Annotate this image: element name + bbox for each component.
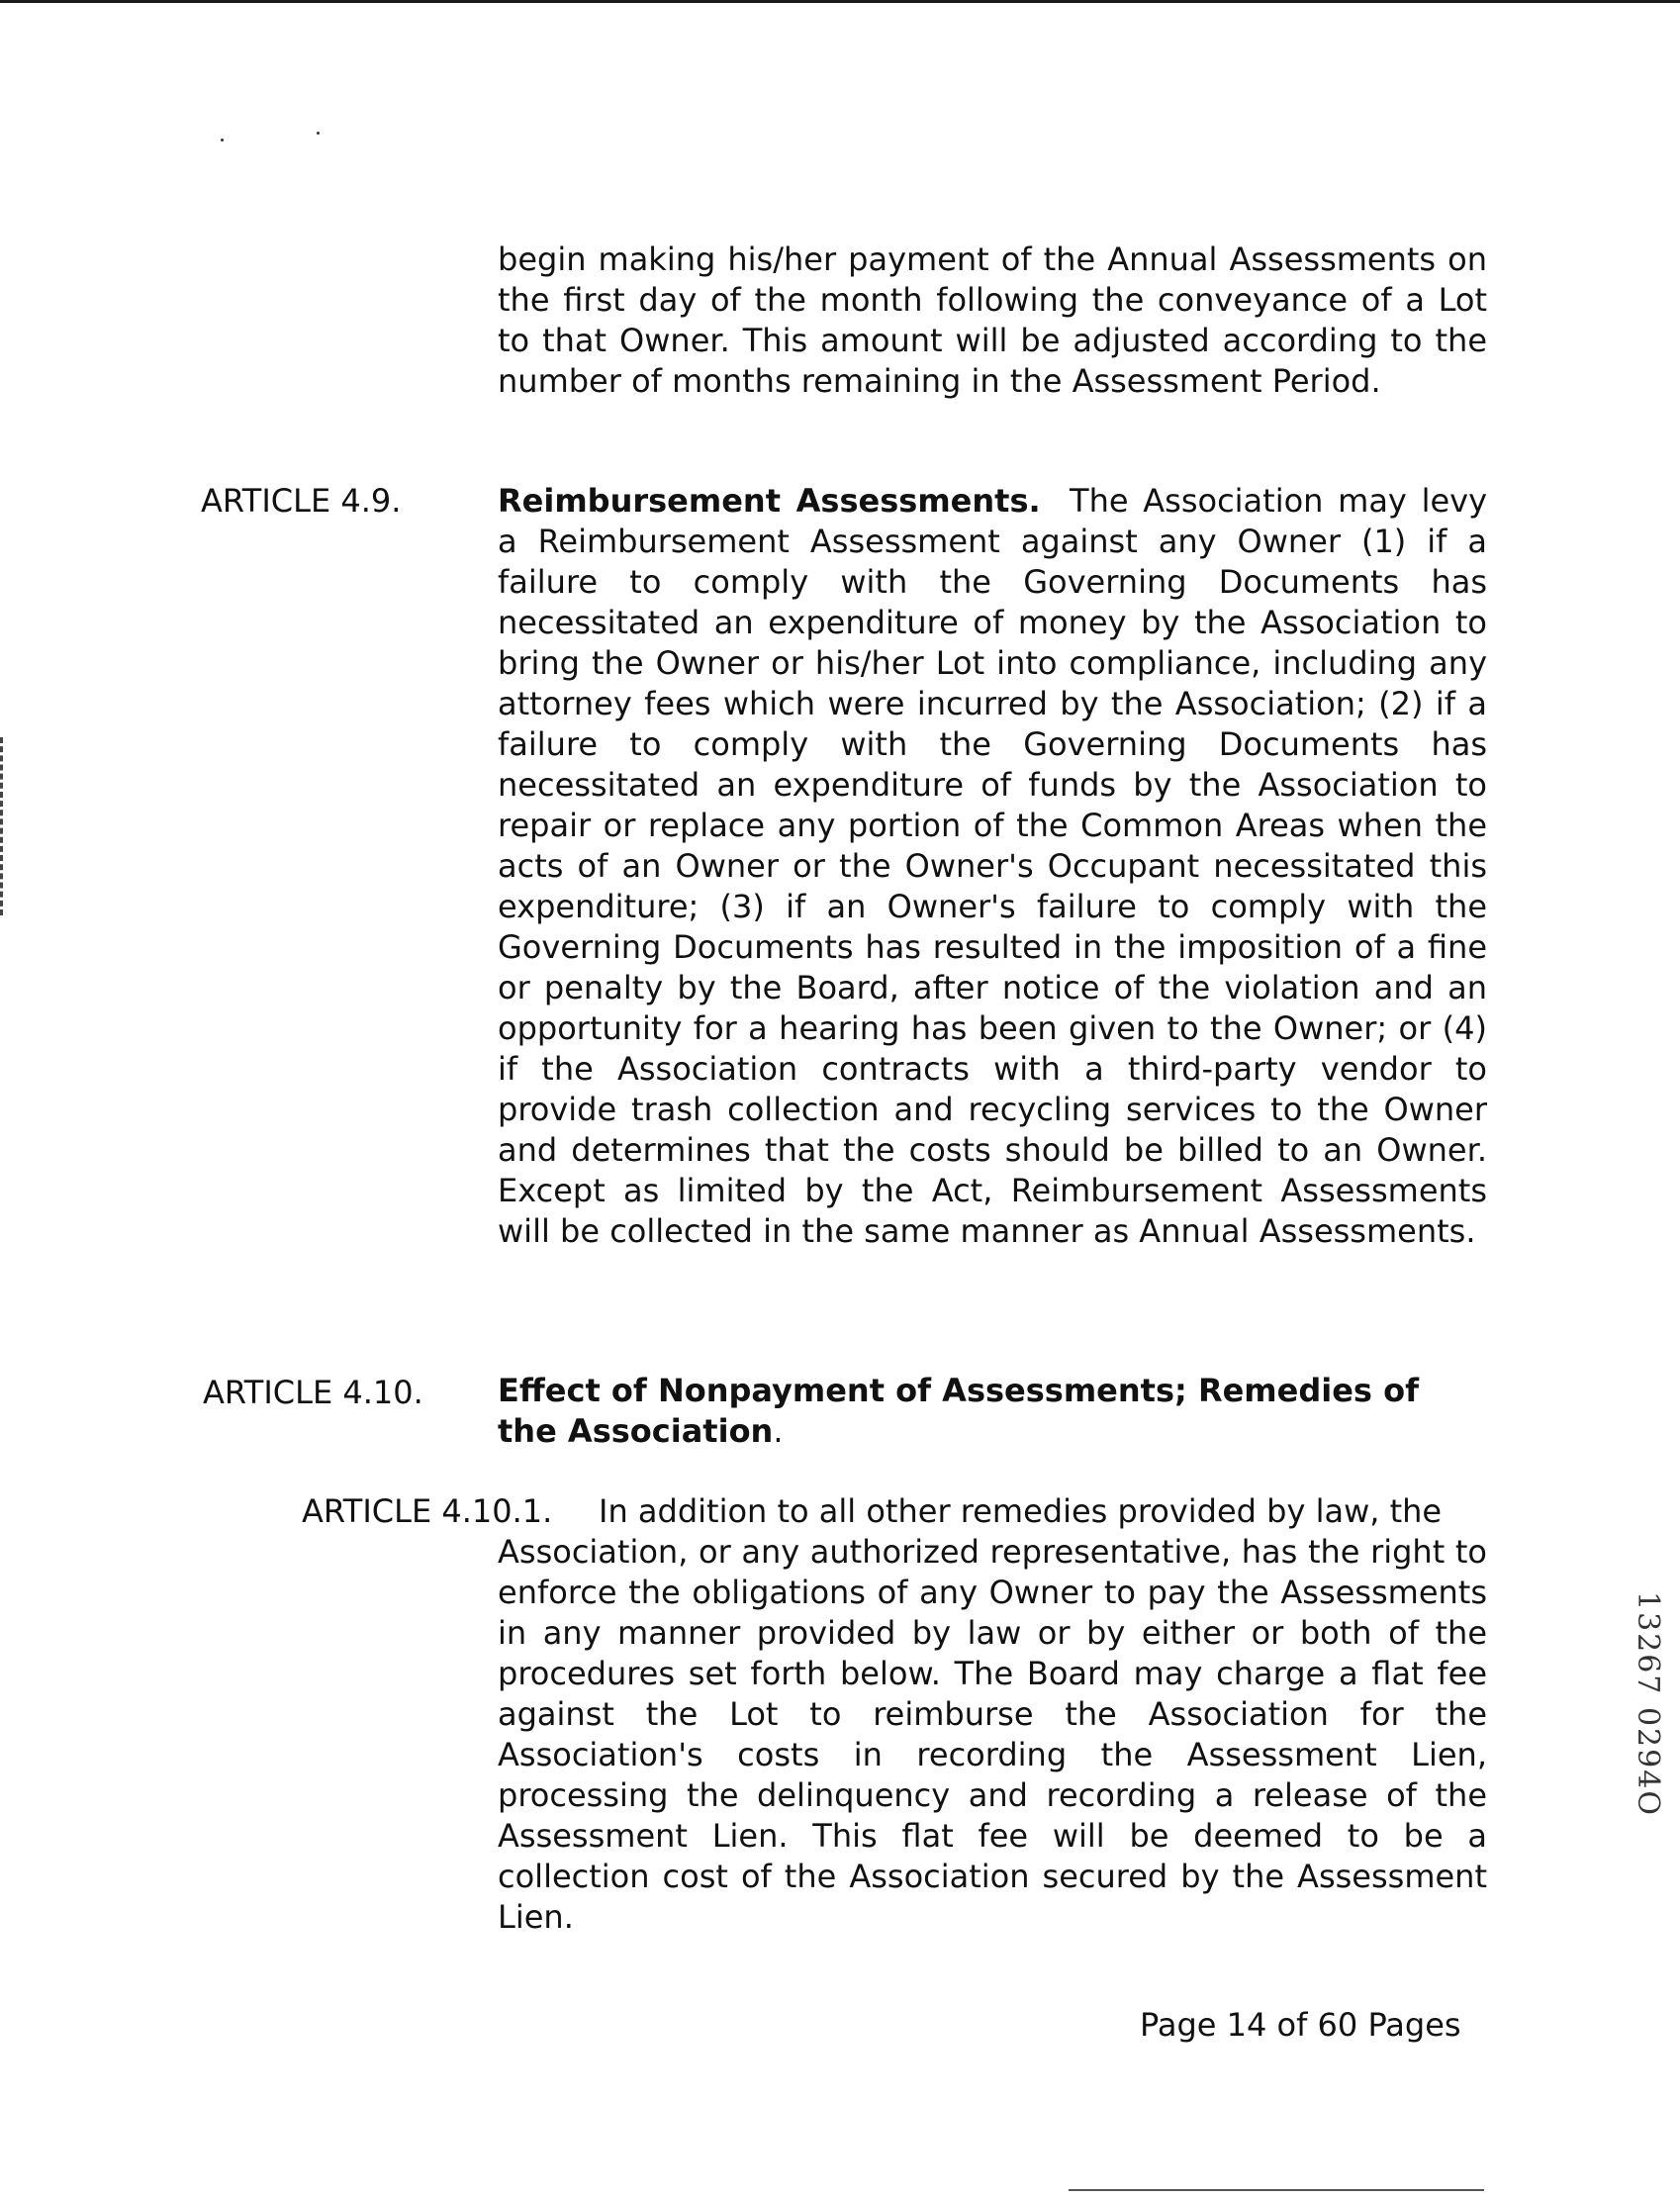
- scan-speck: [317, 132, 320, 135]
- article-4-10-1-paragraph: [498, 1491, 1487, 1938]
- article-4-9-label: ARTICLE 4.9.: [201, 482, 402, 520]
- article-4-10-1-first-line: In addition to all other remedies provided by law, the: [599, 1492, 1443, 1530]
- article-4-10-paragraph: [498, 1371, 1487, 1452]
- page-number: Page 14 of 60 Pages: [1140, 2006, 1461, 2044]
- intro-paragraph: begin making his/her payment of the Annual Assessments on the first day of the month following the conveyance of a Lot to that Owner. This amount will be adjusted according to the number of months remaining in the Assessment Period.: [498, 240, 1487, 400]
- article-4-9-paragraph: [498, 481, 1487, 1252]
- top-border-line: [0, 0, 1680, 3]
- recording-stamp: 13267 0294O: [1631, 1591, 1665, 1817]
- scan-edge-mark: [0, 737, 6, 915]
- scan-bottom-mark: [1069, 2189, 1484, 2191]
- article-4-9-body: The Association may levy a Reimbursement Assessment against any Owner (1) if a failure to comply with the Governing Documents has necessitated an expenditure of money by the Association to bring the Owner or his/her Lot into compliance, including any attorney fees which were incurred by the Association; (2) if a failure to comply with the Governing Documents has necessitated an expenditure of funds by the Association to repair or replace any portion of the Common Areas when the acts of an Owner or the Owner's Occupant necessitated this expenditure; (3) if an Owner's failure to comply with the Governing Documents has resulted in the imposition of a fine or penalty by the Board, after notice of the violation and an opportunity for a hearing has been given to the Owner; or (4) if the Association contracts with a third-party vendor to provide trash collection and recycling services to the Owner and determines that the costs should be billed to an Owner. Except as limited by the Act, Reimbursement Assessments will be collected in the same manner as Annual Assessments.: [498, 482, 1488, 1250]
- article-4-10-1-label: ARTICLE 4.10.1.: [302, 1492, 553, 1530]
- article-4-10-1-body: Association, or any authorized representative, has the right to enforce the obligations of any Owner to pay the Assessments in any manner provided by law or by either or both of the procedures set forth below. The Board may charge a flat fee against the Lot to reimburse the Association for the Association's costs in recording the Assessment Lien, processing the delinquency and recording a release of the Assessment Lien. This flat fee will be deemed to be a collection cost of the Association secured by the Assessment Lien.: [498, 1533, 1487, 1936]
- article-4-9-heading: Reimbursement Assessments.: [498, 482, 1041, 520]
- scan-speck: [221, 139, 224, 142]
- article-4-10-label: ARTICLE 4.10.: [203, 1374, 423, 1411]
- article-4-10-heading-end: .: [773, 1412, 784, 1450]
- article-4-10-heading: Effect of Nonpayment of Assessments; Remedies of the Association: [498, 1372, 1419, 1450]
